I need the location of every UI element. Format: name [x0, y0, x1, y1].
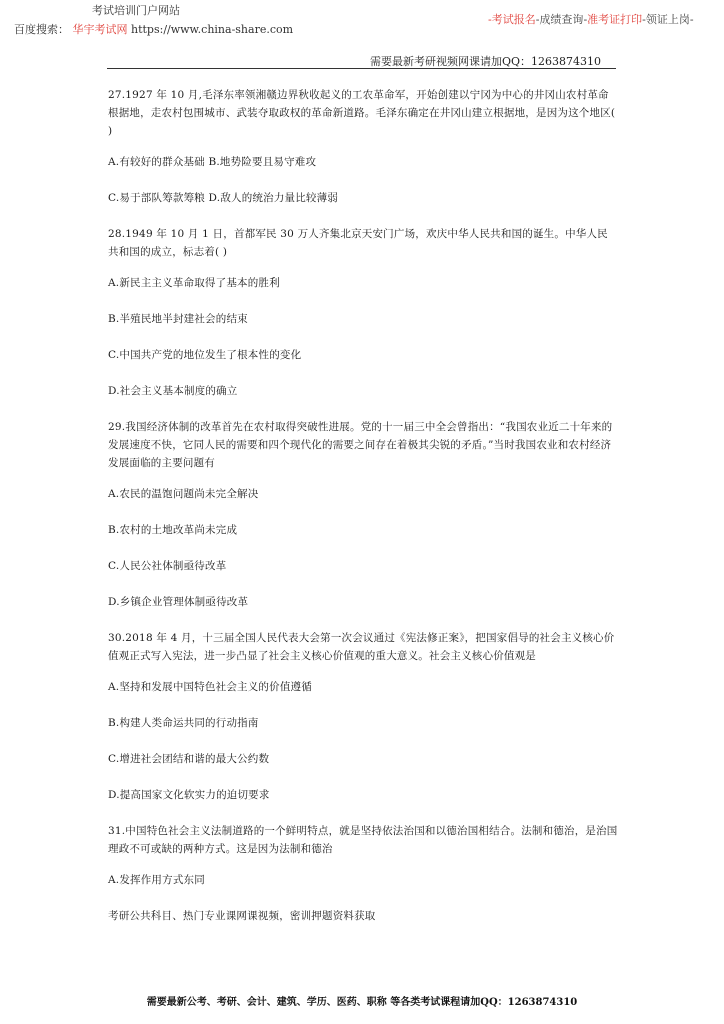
link-separator: -: [689, 13, 694, 26]
search-label: 百度搜索：: [14, 23, 69, 36]
option-line: A.有较好的群众基础 B.地势险要且易守难攻: [108, 156, 317, 168]
question-28: 28.1949 年 10 月 1 日，首都军民 30 万人齐集北京天安门广场，欢庆中华人民共和国的诞生。中华人民共和国的成立，标志着( ): [108, 228, 608, 258]
option-b: B.半殖民地半封建社会的结束: [108, 313, 248, 325]
question-31: 31.中国特色社会主义法制道路的一个鲜明特点，就是坚持依法治国和以德治国相结合。法制和德治，是治国理政不可或缺的两种方式。这是因为法制和德治: [108, 825, 618, 855]
link-separator: -: [535, 13, 540, 26]
option-c: C.中国共产党的地位发生了根本性的变化: [108, 349, 302, 361]
option-a: A.农民的温饱问题尚未完全解决: [108, 488, 259, 500]
option-a: A.新民主主义革命取得了基本的胜利: [108, 277, 280, 289]
link-separator: -: [583, 13, 588, 26]
cert-collect-link[interactable]: 领证上岗: [645, 13, 690, 26]
promo-line: 考研公共科目、热门专业课网课视频，密训押题资料获取: [108, 910, 376, 922]
option-b: B.农村的土地改革尚未完成: [108, 524, 238, 536]
qq-notice: 需要最新考研视频网课请加QQ：1263874310: [370, 55, 602, 68]
option-c: C.人民公社体制亟待改革: [108, 560, 227, 572]
site-title: 考试培训门户网站: [92, 4, 180, 17]
link-separator: -: [642, 13, 646, 26]
question-30: 30.2018 年 4 月，十三届全国人民代表大会第一次会议通过《宪法修正案》，把国家倡导的社会主义核心价值观正式写入宪法，进一步凸显了社会主义核心价值观的重大意义。社会主义核心价值观是: [108, 632, 615, 662]
ticket-print-link[interactable]: 准考证打印: [587, 13, 643, 26]
site-url[interactable]: https://www.china-share.com: [131, 23, 294, 36]
header-divider: [107, 68, 616, 69]
option-c: C.增进社会团结和谐的最大公约数: [108, 753, 270, 765]
question-27: 27.1927 年 10 月,毛泽东率领湘赣边界秋收起义的工农革命军，开始创建以宁冈为中心的井冈山农村革命根据地，走农村包围城市、武装夺取政权的革命新道路。毛泽东确定在井冈山建立根据地，是因为这个地区( ): [108, 89, 616, 137]
brand-link[interactable]: 华宇考试网: [72, 23, 128, 36]
link-separator: -: [488, 13, 492, 26]
option-b: B.构建人类命运共同的行动指南: [108, 717, 259, 729]
option-line: C.易于部队筹款筹粮 D.敌人的统治力量比较薄弱: [108, 192, 339, 204]
option-a: A.坚持和发展中国特色社会主义的价值遵循: [108, 681, 312, 693]
option-d: D.乡镇企业管理体制亟待改革: [108, 596, 249, 608]
footer-notice: 需要最新公考、考研、会计、建筑、学历、医药、职称 等各类考试课程请加QQ：1263874310: [146, 997, 578, 1008]
option-d: D.提高国家文化软实力的迫切要求: [108, 789, 270, 801]
score-query-link[interactable]: 成绩查询: [539, 13, 584, 26]
option-d: D.社会主义基本制度的确立: [108, 385, 238, 397]
option-a: A.发挥作用方式东同: [108, 874, 205, 886]
search-line: [14, 21, 293, 37]
top-links: [488, 11, 694, 27]
question-body: [108, 86, 618, 925]
question-29: 29.我国经济体制的改革首先在农村取得突破性进展。党的十一届三中全会曾指出：“我国农业近二十年来的发展速度不快，它同人民的需要和四个现代化的需要之间存在着极其尖锐的矛盾。”当时我国农业和农村经济发展面临的主要问题有: [108, 421, 613, 469]
exam-signup-link[interactable]: 考试报名: [491, 13, 536, 26]
